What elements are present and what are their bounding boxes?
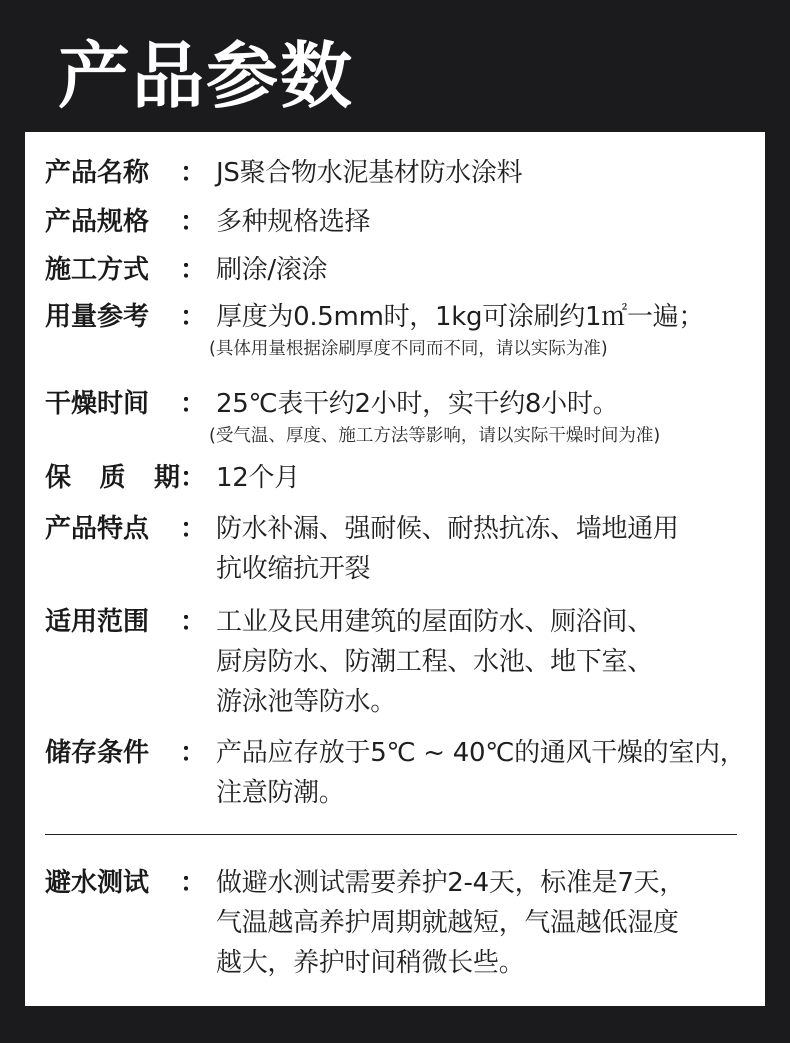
param-colon: ：: [180, 463, 207, 493]
section-divider: [45, 834, 737, 835]
param-note: (受气温、厚度、施工方法等影响，请以实际干燥时间为准): [209, 426, 661, 446]
param-value-line: 注意防潮。: [216, 778, 345, 808]
param-value: [216, 250, 761, 290]
param-value-line: 25℃表干约2小时，实干约8小时。: [216, 389, 619, 419]
page-title: 产品参数: [58, 34, 355, 118]
param-colon: ：: [180, 255, 207, 285]
param-label: 适用范围: [45, 607, 150, 637]
param-label: 产品名称: [45, 158, 150, 188]
param-value: [216, 458, 761, 498]
param-value-line: 工业及民用建筑的屋面防水、厕浴间、: [216, 607, 653, 637]
param-value-line: 越大，养护时间稍微长些。: [216, 948, 525, 978]
param-colon: ：: [180, 389, 207, 419]
param-value-line: 厚度为0.5mm时，1kg可涂刷约1㎡一遍；: [216, 302, 705, 332]
param-label: 施工方式: [45, 255, 150, 285]
param-value: [216, 202, 761, 242]
param-label: 储存条件: [45, 738, 150, 768]
parameter-card: [25, 132, 765, 1006]
param-value-line: 12个月: [216, 463, 300, 493]
param-colon: ：: [180, 738, 207, 768]
param-value-line: 厨房防水、防潮工程、水池、地下室、: [216, 647, 653, 677]
param-value-line: 游泳池等防水。: [216, 687, 396, 717]
param-colon: ：: [180, 868, 207, 898]
param-value: [216, 733, 761, 813]
param-value-line: 做避水测试需要养护2-4天，标准是7天，: [216, 868, 686, 898]
param-colon: ：: [180, 207, 207, 237]
param-value: [216, 602, 761, 722]
param-label: 产品规格: [45, 207, 150, 237]
param-value-line: 气温越高养护周期就越短，气温越低湿度: [216, 908, 679, 938]
param-value: [216, 153, 761, 193]
param-value-line: JS聚合物水泥基材防水涂料: [216, 158, 523, 188]
param-value: [216, 863, 761, 983]
param-value-line: 产品应存放于5℃ ~ 40℃的通风干燥的室内，: [216, 738, 746, 768]
param-value: [209, 297, 761, 361]
param-value: [209, 384, 761, 448]
param-note: (具体用量根据涂刷厚度不同而不同，请以实际为准): [209, 339, 608, 359]
param-value-line: 刷涂/滚涂: [216, 255, 328, 285]
param-colon: ：: [180, 514, 207, 544]
param-value-line: 防水补漏、强耐候、耐热抗冻、墙地通用: [216, 514, 679, 544]
param-value-line: 多种规格选择: [216, 207, 371, 237]
param-value: [216, 509, 761, 589]
param-colon: ：: [180, 158, 207, 188]
param-label: 产品特点: [45, 514, 150, 544]
param-label: 保 质 期: [45, 463, 180, 493]
param-colon: ：: [180, 607, 207, 637]
param-value-line: 抗收缩抗开裂: [216, 554, 371, 584]
param-colon: ：: [180, 302, 207, 332]
param-label: 用量参考: [45, 302, 150, 332]
param-label: 干燥时间: [45, 389, 150, 419]
param-label: 避水测试: [45, 868, 150, 898]
